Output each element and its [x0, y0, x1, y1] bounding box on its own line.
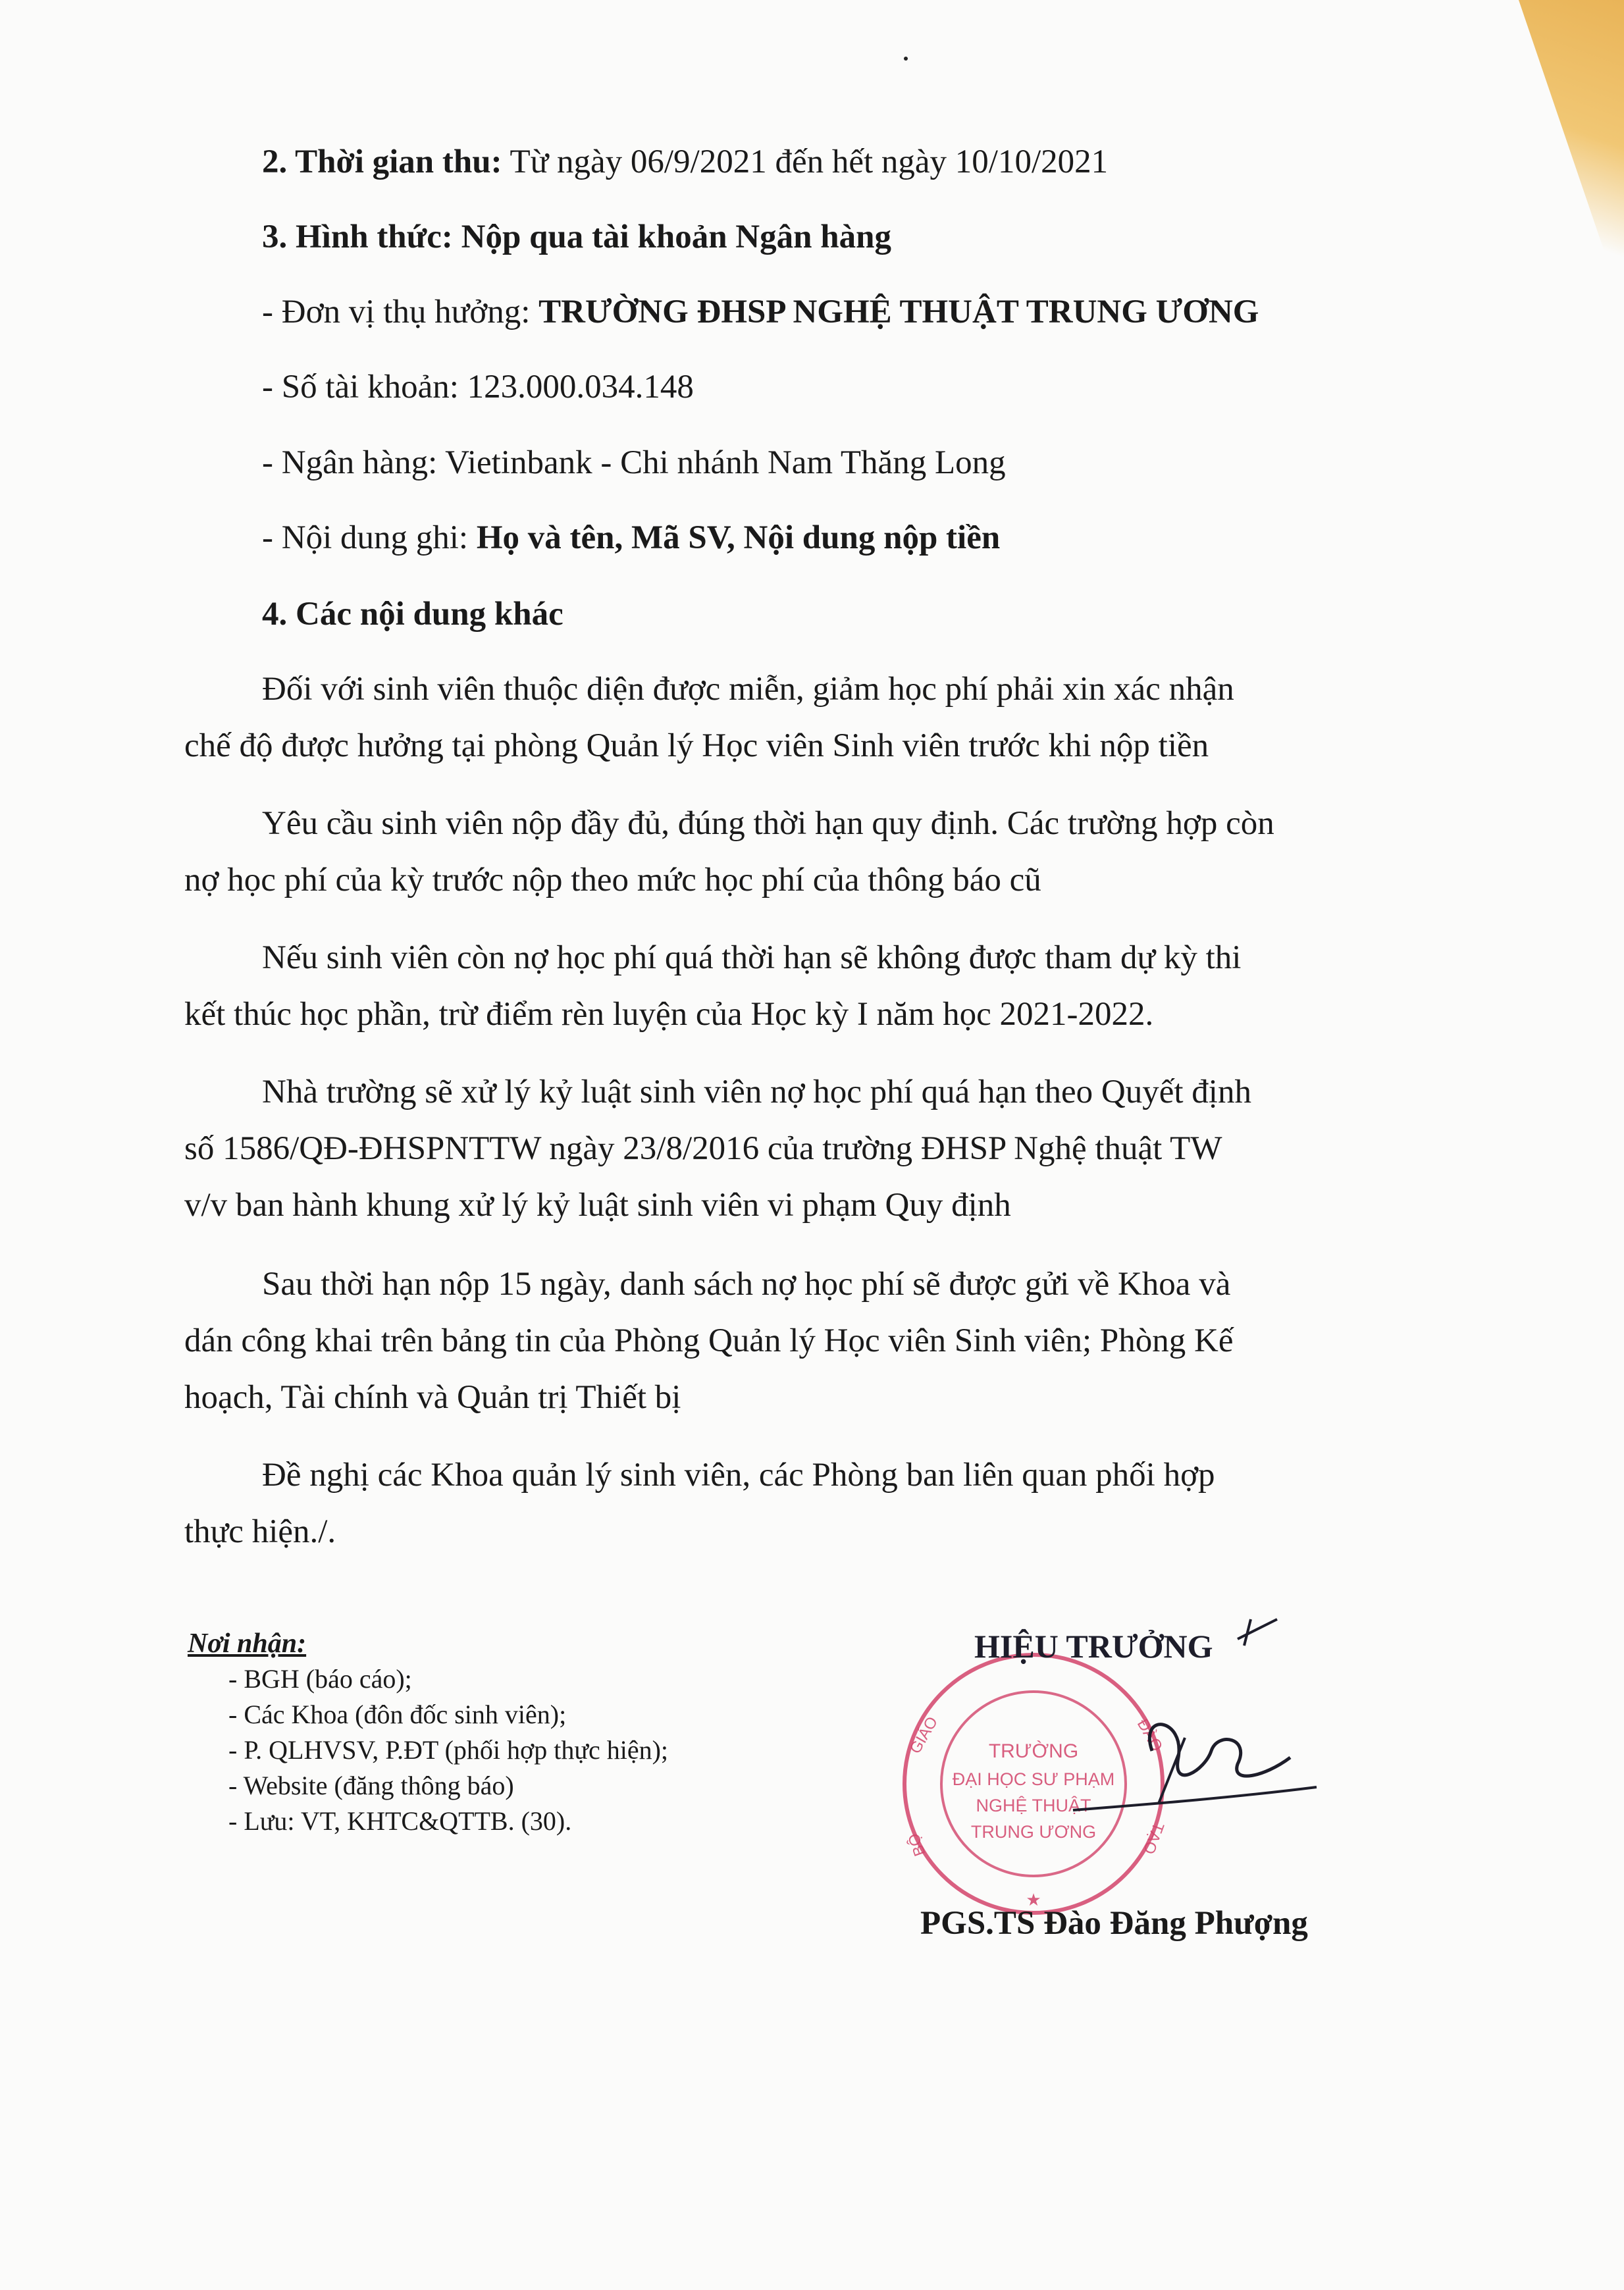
svg-text:TẠO: TẠO — [1139, 1819, 1168, 1857]
para1-line1: Đối với sinh viên thuộc diện được miễn, giảm học phí phải xin xác nhận — [262, 671, 1234, 708]
recipient-item: - BGH (báo cáo); — [228, 1664, 412, 1694]
payment-content: - Nội dung ghi: Họ và tên, Mã SV, Nội dung nộp tiền — [262, 519, 1001, 556]
recipient-item: - Các Khoa (đôn đốc sinh viên); — [228, 1700, 567, 1729]
para6-line2: thực hiện./. — [184, 1513, 336, 1550]
svg-text:ĐÀO: ĐÀO — [1133, 1715, 1166, 1755]
para5-line1: Sau thời hạn nộp 15 ngày, danh sách nợ học phí sẽ được gửi về Khoa và — [262, 1266, 1231, 1303]
para2-line1: Yêu cầu sinh viên nộp đầy đủ, đúng thời hạn quy định. Các trường hợp còn — [262, 805, 1274, 842]
other-section-heading: 4. Các nội dung khác — [262, 596, 563, 633]
para3-line1: Nếu sinh viên còn nợ học phí quá thời hạn sẽ không được tham dự kỳ thi — [262, 939, 1242, 976]
payment-method: 3. Hình thức: Nộp qua tài khoản Ngân hàng — [262, 219, 891, 255]
para5-line3: hoạch, Tài chính và Quản trị Thiết bị — [184, 1379, 681, 1416]
handwritten-signature — [987, 1606, 1382, 1856]
recipients-heading: Nơi nhận: — [188, 1628, 307, 1659]
bank-name: - Ngân hàng: Vietinbank - Chi nhánh Nam Thăng Long — [262, 444, 1006, 481]
svg-text:GIÁO: GIÁO — [906, 1713, 942, 1757]
para5-line2: dán công khai trên bảng tin của Phòng Quản lý Học viên Sinh viên; Phòng Kế — [184, 1322, 1234, 1359]
scan-dot — [904, 57, 908, 61]
para6-line1: Đề nghị các Khoa quản lý sinh viên, các Phòng ban liên quan phối hợp — [262, 1457, 1215, 1494]
svg-text:★: ★ — [1026, 1890, 1041, 1910]
recipient-item: - Lưu: VT, KHTC&QTTB. (30). — [228, 1806, 572, 1836]
para1-line2: chế độ được hưởng tại phòng Quản lý Học viên Sinh viên trước khi nộp tiền — [184, 727, 1209, 764]
para4-line2: số 1586/QĐ-ĐHSPNTTW ngày 23/8/2016 của trường ĐHSP Nghệ thuật TW — [184, 1130, 1222, 1167]
signer-name: PGS.TS Đào Đăng Phượng — [920, 1905, 1308, 1942]
recipient-item: - P. QLHVSV, P.ĐT (phối hợp thực hiện); — [228, 1735, 669, 1765]
svg-text:TRUNG ƯƠNG: TRUNG ƯƠNG — [970, 1822, 1097, 1842]
para2-line2: nợ học phí của kỳ trước nộp theo mức học phí của thông báo cũ — [184, 862, 1041, 898]
svg-text:ĐẠI HỌC SƯ PHẠM: ĐẠI HỌC SƯ PHẠM — [952, 1769, 1115, 1789]
para3-line2: kết thúc học phần, trừ điểm rèn luyện của Học kỳ I năm học 2021-2022. — [184, 996, 1154, 1033]
account-number: - Số tài khoản: 123.000.034.148 — [262, 369, 694, 405]
para4-line1: Nhà trường sẽ xử lý kỷ luật sinh viên nợ học phí quá hạn theo Quyết định — [262, 1074, 1251, 1110]
svg-text:BỘ: BỘ — [904, 1831, 930, 1859]
signer-title: HIỆU TRƯỞNG — [974, 1628, 1213, 1665]
collection-time: 2. Thời gian thu: Từ ngày 06/9/2021 đến hết ngày 10/10/2021 — [262, 143, 1109, 180]
beneficiary: - Đơn vị thụ hưởng: TRƯỜNG ĐHSP NGHỆ THUẬT TRUNG ƯƠNG — [262, 294, 1259, 330]
svg-text:TRƯỜNG: TRƯỜNG — [988, 1740, 1079, 1762]
recipient-item: - Website (đăng thông báo) — [228, 1771, 514, 1800]
svg-text:NGHỆ THUẬT: NGHỆ THUẬT — [976, 1796, 1091, 1815]
page-corner-fold — [1479, 0, 1624, 316]
para4-line3: v/v ban hành khung xử lý kỷ luật sinh viên vi phạm Quy định — [184, 1187, 1011, 1224]
recipients-block — [188, 1626, 668, 1839]
